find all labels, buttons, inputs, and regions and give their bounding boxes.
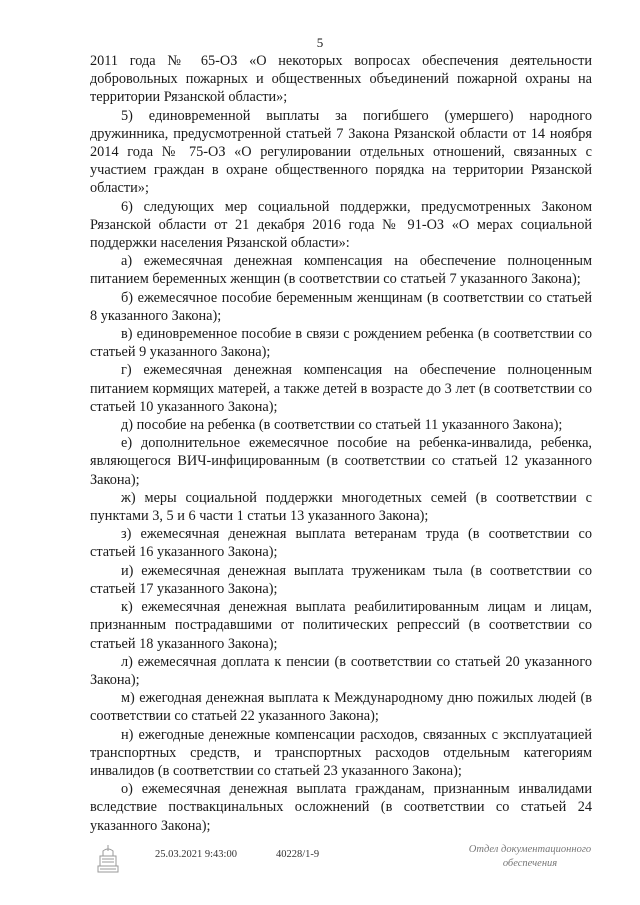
- footer-stamp: [455, 843, 605, 871]
- paragraph-subitem-n: н) ежегодные денежные компенсации расходов, связанных с эксплуатацией транспортных средств, и транспортных расходов отдельным категориям инвалидов (в соответствии со статьей 23 указанного Закона);: [90, 726, 592, 779]
- paragraph-subitem-e: е) дополнительное ежемесячное пособие на ребенка-инвалида, ребенка, являющегося ВИЧ-инфицированным (в соответствии со статьей 12 указанного Закона);: [90, 435, 592, 488]
- paragraph-subitem-d: д) пособие на ребенка (в соответствии со статьей 11 указанного Закона);: [121, 417, 563, 434]
- document-system-logo-icon: [96, 842, 120, 878]
- paragraph-subitem-g: г) ежемесячная денежная компенсация на обеспечение полноценным питанием кормящих матерей, а также детей в возрасте до 3 лет (в соответствии со статьей 10 указанного Закона);: [90, 362, 592, 415]
- footer-stamp-line-2: обеспечения: [502, 858, 558, 869]
- paragraph-subitem-k: к) ежемесячная денежная выплата реабилитированным лицам и лицам, признанным пострадавшими от политических репрессий (в соответствии со статьей 18 указанного Закона);: [90, 599, 592, 652]
- paragraph-subitem-a: а) ежемесячная денежная компенсация на обеспечение полноценным питанием беременных женщин (в соответствии со статьей 7 указанного Закона);: [90, 253, 592, 288]
- paragraph-subitem-b: б) ежемесячное пособие беременным женщинам (в соответствии со статьей 8 указанного Закона);: [90, 289, 592, 324]
- document-body: [90, 52, 592, 835]
- paragraph-subitem-zh: ж) меры социальной поддержки многодетных семей (в соответствии с пунктами 3, 5 и 6 части 1 статьи 13 указанного Закона);: [90, 489, 592, 525]
- page-number: 5: [316, 35, 324, 50]
- paragraph-continuation: 2011 года № 65-ОЗ «О некоторых вопросах обеспечения деятельности добровольных пожарных и общественных объединений пожарной охраны на территории Рязанской области»;: [90, 53, 592, 106]
- paragraph-subitem-o: о) ежемесячная денежная выплата гражданам, признанным инвалидами вследствие поствакцинальных осложнений (в соответствии со статьей 24 указанного Закона);: [90, 781, 592, 834]
- footer-timestamp: 25.03.2021 9:43:00: [155, 849, 237, 860]
- footer-stamp-line-1: Отдел документационного: [468, 844, 592, 855]
- paragraph-subitem-v: в) единовременное пособие в связи с рождением ребенка (в соответствии со статьей 9 указанного Закона);: [90, 326, 592, 361]
- paragraph-subitem-z: з) ежемесячная денежная выплата ветеранам труда (в соответствии со статьей 16 указанного Закона);: [90, 526, 592, 561]
- paragraph-item-6: 6) следующих мер социальной поддержки, предусмотренных Законом Рязанской области от 21 декабря 2016 года № 91-ОЗ «О мерах социальной поддержки населения Рязанской области»:: [90, 198, 592, 252]
- paragraph-subitem-l: л) ежемесячная доплата к пенсии (в соответствии со статьей 20 указанного Закона);: [90, 653, 592, 688]
- paragraph-item-5: 5) единовременной выплаты за погибшего (умершего) народного дружинника, предусмотренной статьей 7 Закона Рязанской области от 14 ноября 2014 года № 75-ОЗ «О регулировании отдельных отношений, связанных с участием граждан в охране общественного порядка на территории Рязанской области»;: [90, 107, 592, 197]
- paragraph-subitem-i: и) ежемесячная денежная выплата труженикам тыла (в соответствии со статьей 17 указанного Закона);: [90, 562, 592, 597]
- footer-document-code: 40228/1-9: [276, 849, 320, 860]
- paragraph-subitem-m: м) ежегодная денежная выплата к Международному дню пожилых людей (в соответствии со статьей 22 указанного Закона);: [90, 690, 592, 725]
